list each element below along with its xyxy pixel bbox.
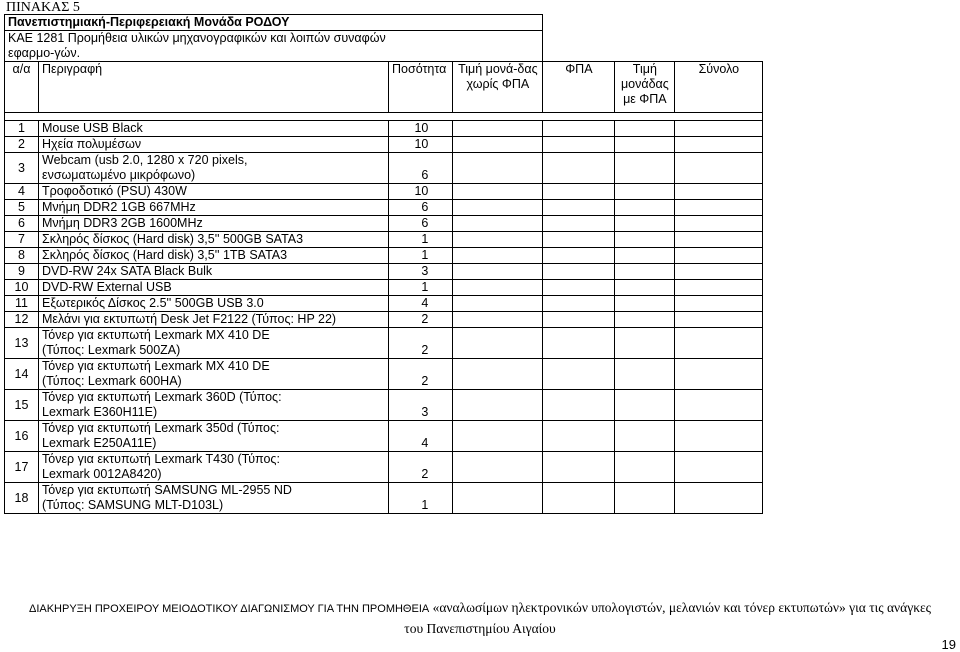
row-description: Μνήμη DDR3 2GB 1600MHz [39, 216, 389, 232]
row-number: 5 [5, 200, 39, 216]
empty-cell [675, 137, 763, 153]
procurement-table [4, 14, 763, 514]
row-description: Τόνερ για εκτυπωτή SAMSUNG ML-2955 ND (Τύπος: SAMSUNG MLT-D103L) [39, 483, 389, 514]
row-quantity: 2 [389, 328, 453, 359]
table-row [5, 296, 763, 312]
row-quantity: 1 [389, 280, 453, 296]
empty-cell [615, 216, 675, 232]
row-number: 1 [5, 121, 39, 137]
empty-cell [675, 390, 763, 421]
empty-cell [675, 264, 763, 280]
row-quantity: 1 [389, 248, 453, 264]
table-heading: ΠΙΝΑΚΑΣ 5 [6, 0, 80, 15]
table-row [5, 390, 763, 421]
empty-cell [543, 153, 615, 184]
empty-cell [453, 264, 543, 280]
row-number: 4 [5, 184, 39, 200]
row-number: 2 [5, 137, 39, 153]
empty-cell [675, 184, 763, 200]
empty-cell [453, 312, 543, 328]
empty-cell [453, 359, 543, 390]
empty-cell [543, 390, 615, 421]
empty-cell [675, 216, 763, 232]
row-quantity: 3 [389, 264, 453, 280]
col-quantity: Ποσότητα [389, 62, 453, 113]
empty-cell [615, 296, 675, 312]
row-quantity: 4 [389, 421, 453, 452]
row-description: Τόνερ για εκτυπωτή Lexmark T430 (Τύπος: Lexmark 0012A8420) [39, 452, 389, 483]
table-row [5, 328, 763, 359]
row-quantity: 6 [389, 153, 453, 184]
empty-cell [543, 121, 615, 137]
empty-cell [615, 359, 675, 390]
row-number: 6 [5, 216, 39, 232]
table-row [5, 153, 763, 184]
row-number: 10 [5, 280, 39, 296]
row-description: Τόνερ για εκτυπωτή Lexmark 360D (Τύπος: Lexmark E360H11E) [39, 390, 389, 421]
empty-cell [615, 153, 675, 184]
empty-cell [615, 121, 675, 137]
empty-cell [543, 248, 615, 264]
empty-cell [543, 280, 615, 296]
row-description: Σκληρός δίσκος (Hard disk) 3,5'' 500GB SATA3 [39, 232, 389, 248]
row-number: 17 [5, 452, 39, 483]
empty-cell [675, 421, 763, 452]
table-row [5, 452, 763, 483]
empty-cell [615, 232, 675, 248]
footer-quote: «αναλωσίμων ηλεκτρονικών υπολογιστών, μελανιών και τόνερ εκτυπωτών» για τις ανάγκες [432, 600, 932, 615]
row-quantity: 6 [389, 216, 453, 232]
row-description: Webcam (usb 2.0, 1280 x 720 pixels, ενσωματωμένο μικρόφωνο) [39, 153, 389, 184]
table-row [5, 248, 763, 264]
row-description: Μελάνι για εκτυπωτή Desk Jet F2122 (Τύπος: HP 22) [39, 312, 389, 328]
row-description: Τόνερ για εκτυπωτή Lexmark 350d (Τύπος: Lexmark E250A11E) [39, 421, 389, 452]
empty-cell [453, 232, 543, 248]
row-number: 18 [5, 483, 39, 514]
empty-cell [453, 121, 543, 137]
project-title: ΚΑΕ 1281 Προμήθεια υλικών μηχανογραφικών και λοιπών συναφών εφαρμο-γών. [5, 31, 543, 62]
row-quantity: 10 [389, 184, 453, 200]
empty-cell [675, 232, 763, 248]
empty-cell [453, 483, 543, 514]
row-number: 14 [5, 359, 39, 390]
row-description: Τροφοδοτικό (PSU) 430W [39, 184, 389, 200]
empty-cell [453, 280, 543, 296]
empty-cell [453, 296, 543, 312]
row-quantity: 3 [389, 390, 453, 421]
empty-cell [543, 184, 615, 200]
row-quantity: 4 [389, 296, 453, 312]
empty-cell [675, 328, 763, 359]
row-quantity: 1 [389, 232, 453, 248]
empty-cell [453, 421, 543, 452]
empty-cell [543, 312, 615, 328]
unit-title: Πανεπιστημιακή-Περιφερειακή Μονάδα ΡΟΔΟΥ [5, 15, 543, 31]
empty-cell [615, 312, 675, 328]
footer-caps: ΔΙΑΚΗΡΥΞΗ ΠΡΟΧΕΙΡΟΥ ΜΕΙΟΔΟΤΙΚΟΥ ΔΙΑΓΩΝΙΣΜΟΥ ΓΙΑ ΤΗΝ ΠΡΟΜΗΘΕΙΑ [28, 603, 430, 615]
row-number: 11 [5, 296, 39, 312]
table-row [5, 216, 763, 232]
row-quantity: 6 [389, 200, 453, 216]
empty-cell [453, 153, 543, 184]
col-total: Σύνολο [675, 62, 763, 113]
empty-cell [615, 483, 675, 514]
empty-cell [543, 483, 615, 514]
empty-cell [675, 296, 763, 312]
row-quantity: 2 [389, 312, 453, 328]
table-row [5, 264, 763, 280]
empty-cell [543, 421, 615, 452]
table-row [5, 232, 763, 248]
table-row [5, 483, 763, 514]
row-description: Ηχεία πολυμέσων [39, 137, 389, 153]
row-quantity: 10 [389, 121, 453, 137]
row-number: 16 [5, 421, 39, 452]
empty-cell [453, 248, 543, 264]
empty-cell [675, 452, 763, 483]
table-row [5, 280, 763, 296]
row-number: 8 [5, 248, 39, 264]
empty-cell [675, 483, 763, 514]
row-description: Σκληρός δίσκος (Hard disk) 3,5'' 1TB SATA3 [39, 248, 389, 264]
empty-cell [615, 200, 675, 216]
row-number: 13 [5, 328, 39, 359]
table-row [5, 184, 763, 200]
row-quantity: 2 [389, 452, 453, 483]
row-number: 15 [5, 390, 39, 421]
row-description: Τόνερ για εκτυπωτή Lexmark MX 410 DE (Τύπος: Lexmark 500ZA) [39, 328, 389, 359]
row-description: Εξωτερικός Δίσκος 2.5'' 500GB USB 3.0 [39, 296, 389, 312]
empty-cell [543, 296, 615, 312]
col-vat: ΦΠΑ [543, 62, 615, 113]
footer-line2: του Πανεπιστημίου Αιγαίου [404, 621, 556, 636]
row-description: Μνήμη DDR2 1GB 667MHz [39, 200, 389, 216]
empty-cell [453, 184, 543, 200]
empty-cell [615, 137, 675, 153]
table-row [5, 359, 763, 390]
empty-cell [615, 390, 675, 421]
empty-cell [615, 280, 675, 296]
table-header-row [5, 62, 763, 113]
table-row [5, 312, 763, 328]
row-description: Τόνερ για εκτυπωτή Lexmark MX 410 DE (Τύπος: Lexmark 600HA) [39, 359, 389, 390]
empty-cell [675, 312, 763, 328]
empty-cell [453, 200, 543, 216]
empty-cell [675, 248, 763, 264]
empty-cell [675, 280, 763, 296]
row-description: DVD-RW 24x SATA Black Bulk [39, 264, 389, 280]
empty-cell [453, 216, 543, 232]
row-number: 7 [5, 232, 39, 248]
empty-cell [675, 121, 763, 137]
empty-cell [543, 264, 615, 280]
footer [0, 598, 960, 639]
table-row [5, 137, 763, 153]
table-row [5, 121, 763, 137]
empty-cell [675, 359, 763, 390]
table-row [5, 421, 763, 452]
empty-cell [615, 421, 675, 452]
empty-cell [615, 264, 675, 280]
empty-cell [615, 184, 675, 200]
empty-cell [675, 200, 763, 216]
col-unit-price-no-vat: Τιμή μονά-δας χωρίς ΦΠΑ [453, 62, 543, 113]
empty-cell [453, 452, 543, 483]
row-quantity: 2 [389, 359, 453, 390]
empty-cell [453, 328, 543, 359]
empty-cell [453, 390, 543, 421]
empty-cell [543, 232, 615, 248]
empty-cell [615, 248, 675, 264]
row-quantity: 1 [389, 483, 453, 514]
empty-cell [675, 153, 763, 184]
empty-cell [453, 137, 543, 153]
empty-cell [543, 452, 615, 483]
row-description: DVD-RW External USB [39, 280, 389, 296]
empty-cell [615, 328, 675, 359]
empty-cell [543, 328, 615, 359]
row-number: 12 [5, 312, 39, 328]
empty-cell [543, 200, 615, 216]
col-aa: α/α [5, 62, 39, 113]
col-unit-price-vat: Τιμή μονάδας με ΦΠΑ [615, 62, 675, 113]
empty-cell [543, 359, 615, 390]
empty-cell [615, 452, 675, 483]
col-description: Περιγραφή [39, 62, 389, 113]
row-number: 3 [5, 153, 39, 184]
row-quantity: 10 [389, 137, 453, 153]
row-number: 9 [5, 264, 39, 280]
table-row [5, 200, 763, 216]
row-description: Mouse USB Black [39, 121, 389, 137]
empty-cell [543, 137, 615, 153]
empty-cell [543, 216, 615, 232]
page-number: 19 [941, 637, 956, 652]
